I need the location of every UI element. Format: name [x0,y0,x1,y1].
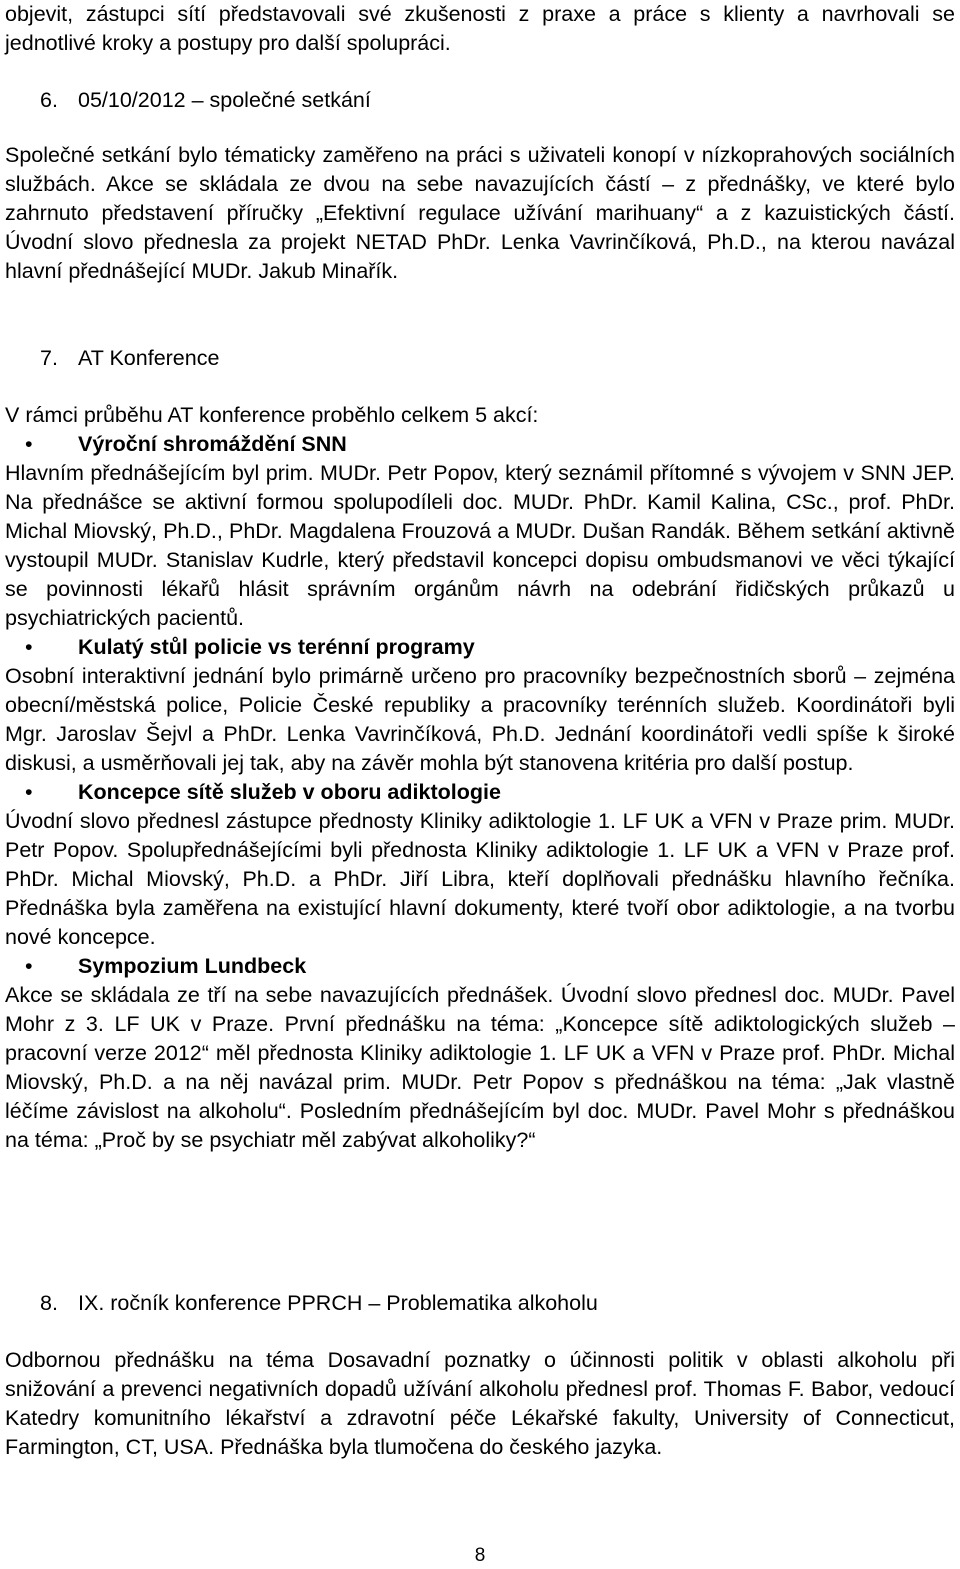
list-item [5,430,955,633]
event-title [5,778,955,807]
event-title-text: Sympozium Lundbeck [78,954,307,978]
section-6-number: 6. [40,88,58,112]
bullet-icon: • [25,432,33,456]
intro-paragraph: objevit, zástupci sítí představovali své zkušenosti z praxe a práce s klienty a navrhovali se jednotlivé kroky a postupy pro další spolupráci. [5,2,955,55]
event-list [5,430,955,1155]
section-8-body: Odbornou přednášku na téma Dosavadní poznatky o účinnosti politik v oblasti alkoholu při snižování a prevenci negativních dopadů užívání alkoholu přednesl prof. Thomas F. Babor, vedoucí Katedry komunitního lékařství a zdravotní péče Lékařské fakulty, University of Connecticut, Farmington, CT, USA. Přednáška byla tlumočena do českého jazyka. [5,1348,955,1459]
event-title [5,633,955,662]
section-7-title: AT Konference [78,346,220,370]
section-7-intro: V rámci průběhu AT konference proběhlo celkem 5 akcí: [5,403,539,427]
bullet-icon: • [25,954,33,978]
bullet-icon: • [25,780,33,804]
event-body: Osobní interaktivní jednání bylo primárně určeno pro pracovníky bezpečnostních sborů – zejména obecní/městská police, Policie České republiky a pracovníky terénních služeb. Koordinátoři byli Mgr. Jaroslav Šejvl a PhDr. Lenka Vavrinčíková, Ph.D. Jednání koordinátoři vedli spíše k široké diskusi, a usměrňovali jej tak, aby na závěr mohla být stanovena kritéria pro další postup. [5,664,955,775]
event-title [5,430,955,459]
section-7-heading [5,344,955,373]
event-title-text: Kulatý stůl policie vs terénní programy [78,635,475,659]
list-item [5,952,955,1155]
section-8-heading [5,1289,955,1318]
page-number: 8 [474,1545,486,1566]
list-item [5,778,955,952]
section-7-number: 7. [40,346,58,370]
list-item [5,633,955,778]
bullet-icon: • [25,635,33,659]
section-6-body: Společné setkání bylo tématicky zaměřeno na práci s uživateli konopí v nízkoprahových sociálních službách. Akce se skládala ze dvou na sebe navazujících částí – z přednášky, ve které bylo zahrnuto představení příručky „Efektivní regulace užívání marihuany“ a z kazuistických částí. Úvodní slovo přednesla za projekt NETAD PhDr. Lenka Vavrinčíková, Ph.D., na kterou navázal hlavní přednášející MUDr. Jakub Minařík. [5,143,955,283]
event-title-text: Koncepce sítě služeb v oboru adiktologie [78,780,501,804]
section-6-title: 05/10/2012 – společné setkání [78,88,371,112]
event-body: Akce se skládala ze tří na sebe navazujících přednášek. Úvodní slovo přednesl doc. MUDr. Pavel Mohr z 3. LF UK v Praze. První přednášku na téma: „Koncepce sítě adiktologických služeb – pracovní verze 2012“ měl přednosta Kliniky adiktologie 1. LF UK a VFN v Praze prof. PhDr. Michal Miovský, Ph.D. a na něj navázal prim. MUDr. Petr Popov s přednáškou na téma: „Jak vlastně léčíme závislost na alkoholu“. Posledním přednášejícím byl doc. MUDr. Pavel Mohr s přednáškou na téma: „Proč by se psychiatr měl zabývat alkoholiky?“ [5,983,955,1152]
event-body: Hlavním přednášejícím byl prim. MUDr. Petr Popov, který seznámil přítomné s vývojem v SNN JEP. Na přednášce se aktivní formou spolupodíleli doc. MUDr. PhDr. Kamil Kalina, CSc., prof. PhDr. Michal Miovský, Ph.D., PhDr. Magdalena Frouzová a MUDr. Dušan Randák. Během setkání aktivně vystoupil MUDr. Stanislav Kudrle, který představil koncepci dopisu ombudsmanovi ve věci týkající se povinnosti lékařů hlásit správním orgánům návrh na odebrání řidičských průkazů u psychiatrických pacientů. [5,461,955,630]
section-8-number: 8. [40,1291,58,1315]
event-title-text: Výroční shromáždění SNN [78,432,347,456]
event-body: Úvodní slovo přednesl zástupce přednosty Kliniky adiktologie 1. LF UK a VFN v Praze prim. MUDr. Petr Popov. Spolupřednášejícími byli přednosta Kliniky adiktologie 1. LF UK a VFN v Praze prof. PhDr. Michal Miovský, Ph.D. a PhDr. Jiří Libra, kteří doplňovali přednášku hlavního řečníka. Přednáška byla zaměřena na existující hlavní dokumenty, které tvoří obor adiktologie, a na tvorbu nové koncepce. [5,809,955,949]
section-6 [5,86,955,115]
event-title [5,952,955,981]
section-8-title: IX. ročník konference PPRCH – Problematika alkoholu [78,1291,598,1315]
section-6-heading [5,86,955,115]
